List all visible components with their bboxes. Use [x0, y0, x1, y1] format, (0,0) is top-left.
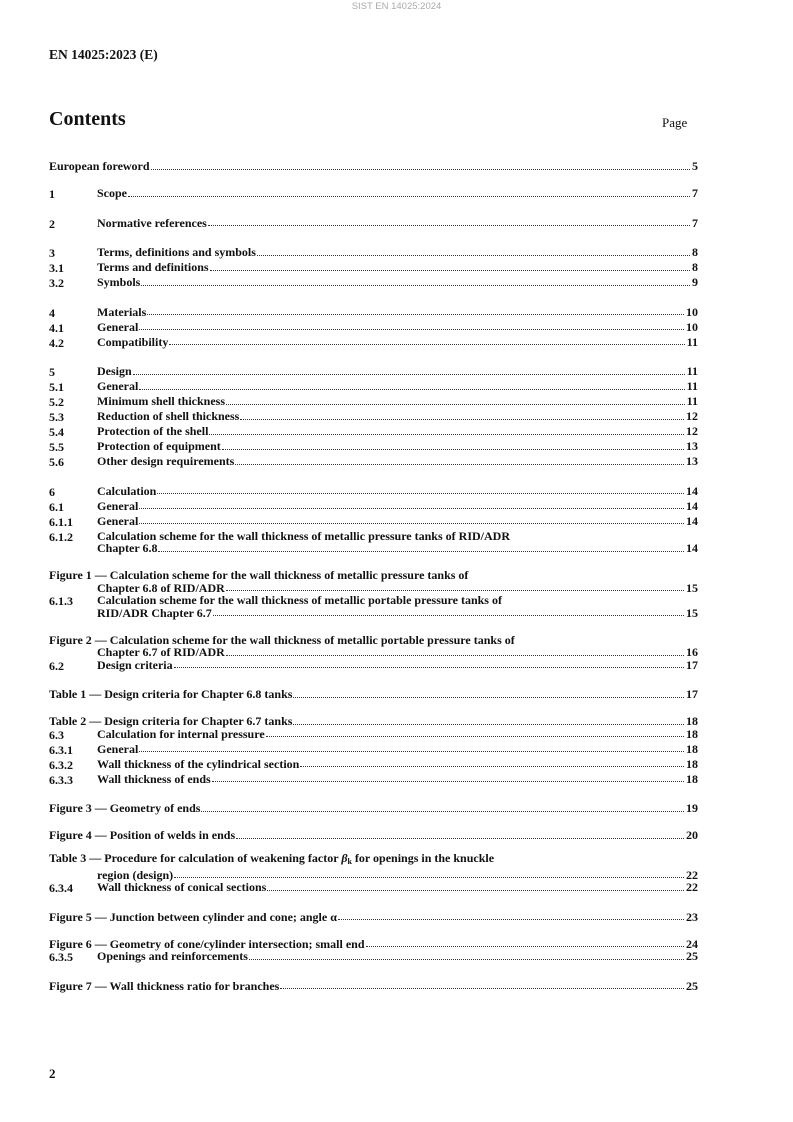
page-ref[interactable]: 14: [686, 513, 698, 528]
entry-line: [49, 980, 698, 993]
entry-title: Figure 5 — Junction between cylinder and cone; angle α: [49, 909, 337, 924]
entry-title: Other design requirements: [97, 454, 235, 468]
entry-body: [49, 829, 698, 842]
dot-leader: [139, 522, 684, 524]
toc-group: [49, 246, 698, 291]
entry-line: [97, 728, 698, 741]
page-ref[interactable]: 17: [686, 687, 698, 701]
document-id: EN 14025:2023 (E): [49, 47, 158, 62]
toc-group: [49, 217, 698, 232]
section-number: 4.1: [49, 320, 64, 335]
entry-title: RID/ADR Chapter 6.7: [97, 605, 212, 620]
entry-title: Calculation: [97, 483, 157, 498]
section-number: 1: [49, 187, 55, 201]
entry-line: [97, 261, 698, 274]
entry-title: Figure 3 — Geometry of ends: [49, 801, 201, 815]
dot-leader: [139, 507, 684, 509]
entry-title: Calculation for internal pressure: [97, 726, 265, 741]
toc-entry[interactable]: [49, 829, 698, 842]
section-number: 6.1.3: [49, 594, 73, 608]
entry-title: General: [97, 741, 139, 756]
toc-entry[interactable]: [49, 455, 698, 470]
entry-line: [97, 455, 698, 468]
toc-entry[interactable]: [49, 569, 698, 594]
toc-entry[interactable]: [49, 802, 698, 815]
toc-entry[interactable]: [49, 276, 698, 291]
page-ref[interactable]: 11: [686, 379, 698, 393]
entry-body: [49, 688, 698, 701]
entry-title: Protection of equipment: [97, 439, 221, 453]
entry-body: [97, 594, 698, 619]
entry-line: [97, 440, 698, 453]
dot-leader: [208, 224, 690, 226]
entry-body: [49, 911, 698, 924]
page-ref[interactable]: 24: [686, 936, 698, 951]
toc-entry[interactable]: [49, 500, 698, 515]
entry-line: [97, 758, 698, 771]
entry-body: [49, 851, 698, 882]
section-number: 4: [49, 305, 55, 320]
symbol-subscript: k: [347, 857, 352, 866]
page-ref[interactable]: 12: [686, 424, 698, 438]
entry-title: Normative references: [97, 215, 207, 230]
entry-line: [97, 306, 698, 319]
page-ref[interactable]: 12: [686, 409, 698, 423]
page-ref[interactable]: 13: [686, 454, 698, 468]
page-ref[interactable]: 25: [686, 978, 698, 993]
entry-line: [97, 500, 698, 513]
toc-entry[interactable]: [49, 743, 698, 758]
toc-entry[interactable]: [49, 715, 698, 728]
entry-line: [97, 410, 698, 423]
title-text: Table 3 — Procedure for calculation of weakening factor: [49, 851, 342, 865]
entry-title: Design: [97, 364, 132, 378]
page-ref[interactable]: 18: [686, 726, 698, 741]
entry-line: [97, 485, 698, 498]
section-number: 5.6: [49, 455, 64, 469]
dot-leader: [240, 418, 684, 420]
page-ref[interactable]: 5: [692, 159, 698, 173]
toc-entry[interactable]: [49, 773, 698, 788]
dot-leader: [158, 550, 684, 552]
page-ref[interactable]: 11: [686, 394, 698, 408]
toc-group: [49, 911, 698, 924]
entry-body: [97, 187, 698, 202]
dot-leader: [133, 373, 685, 375]
toc-entry[interactable]: [49, 425, 698, 440]
entry-line: [49, 715, 698, 728]
toc-entry[interactable]: [49, 881, 698, 896]
dot-leader: [139, 328, 684, 330]
toc-group: [49, 634, 698, 674]
page-ref[interactable]: 10: [686, 304, 698, 319]
page-column-label: Page: [662, 115, 688, 130]
toc-group: [49, 715, 698, 788]
page-ref[interactable]: 9: [692, 275, 698, 289]
entry-line: [97, 276, 698, 289]
toc-entry[interactable]: [49, 261, 698, 276]
entry-line: [49, 646, 698, 659]
dot-leader: [222, 448, 684, 450]
toc-group: [49, 938, 698, 966]
toc-group: [49, 829, 698, 842]
entry-line: [49, 829, 698, 842]
section-number: 3.2: [49, 276, 64, 290]
toc-entry[interactable]: [49, 365, 698, 380]
section-number: 6.3.5: [49, 950, 73, 964]
entry-body: [97, 410, 698, 425]
dot-leader: [139, 388, 684, 390]
entry-title: Figure 4 — Position of welds in ends: [49, 828, 236, 842]
entry-line: [97, 246, 698, 259]
toc-group: [49, 802, 698, 815]
entry-body: [97, 336, 698, 351]
toc-entry[interactable]: [49, 321, 698, 336]
toc-entry[interactable]: [49, 336, 698, 351]
toc-entry[interactable]: [49, 410, 698, 425]
toc-entry[interactable]: [49, 980, 698, 993]
page-ref[interactable]: 16: [686, 645, 698, 659]
entry-body: [97, 217, 698, 232]
toc-entry[interactable]: [49, 950, 698, 965]
toc-entry[interactable]: [49, 160, 698, 173]
page-ref[interactable]: 18: [686, 741, 698, 756]
section-number: 5.4: [49, 425, 64, 439]
entry-body: [97, 395, 698, 410]
page-ref[interactable]: 11: [686, 334, 698, 349]
dot-leader: [213, 614, 684, 616]
entry-title: Reduction of shell thickness: [97, 409, 240, 423]
entry-line: [49, 851, 698, 869]
entry-body: [97, 515, 698, 530]
toc-entry[interactable]: [49, 515, 698, 530]
dot-leader: [249, 958, 684, 960]
section-number: 6.1: [49, 499, 64, 514]
dot-leader: [169, 343, 684, 345]
entry-title: Calculation scheme for the wall thickness of metallic pressure tanks of RID/ADR: [97, 528, 510, 543]
page-ref[interactable]: 8: [692, 245, 698, 259]
entry-title: General: [97, 319, 139, 334]
entry-body: [97, 365, 698, 380]
entry-title: General: [97, 513, 139, 528]
entry-body: [97, 485, 698, 500]
entry-body: [97, 659, 698, 674]
entry-body: [97, 530, 698, 555]
section-number: 6.3.1: [49, 742, 73, 757]
toc-entry[interactable]: [49, 395, 698, 410]
entry-line: [97, 881, 698, 894]
entry-line: [49, 802, 698, 815]
dot-leader: [338, 918, 684, 920]
section-number: 6.2: [49, 658, 64, 673]
dot-leader: [226, 589, 684, 591]
toc-entry[interactable]: [49, 485, 698, 500]
entry-title: Scope: [97, 186, 127, 200]
toc-entry[interactable]: [49, 758, 698, 773]
entry-line: [49, 160, 698, 173]
entry-body: [97, 246, 698, 261]
dot-leader: [174, 666, 684, 668]
page-ref[interactable]: 11: [686, 364, 698, 378]
entry-line: [97, 515, 698, 528]
toc-entry[interactable]: [49, 659, 698, 674]
entry-body: [97, 306, 698, 321]
dot-leader: [226, 403, 685, 405]
entry-line: [97, 187, 698, 200]
page-ref[interactable]: 23: [686, 909, 698, 924]
entry-body: [97, 261, 698, 276]
dot-leader: [280, 987, 684, 989]
page-ref[interactable]: 7: [692, 186, 698, 200]
section-number: 6.3.2: [49, 757, 73, 772]
entry-line: [97, 395, 698, 408]
page-ref[interactable]: 8: [692, 260, 698, 274]
section-number: 6.1.1: [49, 514, 73, 529]
dot-leader: [209, 433, 684, 435]
entry-title: [49, 852, 494, 869]
entry-line: [97, 743, 698, 756]
entry-title: Chapter 6.8: [97, 541, 158, 555]
dot-leader: [293, 696, 684, 698]
section-number: 3: [49, 246, 55, 260]
dot-leader: [236, 837, 684, 839]
toc-entry[interactable]: [49, 187, 698, 202]
page-ref[interactable]: 15: [686, 580, 698, 595]
entry-body: [97, 425, 698, 440]
toc-entry[interactable]: [49, 217, 698, 232]
symbol-beta: β: [341, 851, 348, 865]
toc-entry[interactable]: [49, 246, 698, 261]
toc-group: [49, 688, 698, 701]
title-text: for openings in the knuckle: [351, 851, 495, 865]
entry-line: [97, 530, 698, 543]
toc-entry[interactable]: [49, 530, 698, 555]
entry-title: Wall thickness of the cylindrical section: [97, 756, 300, 771]
entry-body: [97, 321, 698, 336]
page-number: 2: [49, 1066, 56, 1081]
dot-leader: [210, 269, 690, 271]
entry-body: [49, 802, 698, 815]
entry-title: Design criteria: [97, 657, 173, 672]
entry-line: [97, 659, 698, 672]
section-number: 6.3.3: [49, 772, 73, 787]
page-ref[interactable]: 20: [686, 828, 698, 842]
table-of-contents: [49, 160, 698, 992]
page-ref[interactable]: 18: [686, 714, 698, 728]
toc-group: [49, 851, 698, 896]
entry-title: Figure 2 — Calculation scheme for the wall thickness of metallic portable pressure tanks of: [49, 632, 515, 647]
toc-group: [49, 365, 698, 470]
page-ref[interactable]: 10: [686, 319, 698, 334]
section-number: 6: [49, 484, 55, 499]
dot-leader: [293, 723, 684, 725]
entry-title: Protection of the shell: [97, 424, 209, 438]
entry-body: [97, 276, 698, 291]
entry-line: [97, 773, 698, 786]
dot-leader: [157, 492, 684, 494]
entry-title: General: [97, 498, 139, 513]
section-number: 5.1: [49, 380, 64, 394]
entry-body: [49, 980, 698, 993]
page-ref[interactable]: 14: [686, 498, 698, 513]
entry-line: [97, 321, 698, 334]
toc-group: [49, 569, 698, 619]
dot-leader: [141, 284, 690, 286]
entry-line: [97, 336, 698, 349]
entry-title: Calculation scheme for the wall thickness of metallic portable pressure tanks of: [97, 593, 502, 607]
entry-body: [97, 440, 698, 455]
dot-leader: [257, 254, 690, 256]
toc-group: [49, 485, 698, 555]
entry-title: Chapter 6.8 of RID/ADR: [97, 580, 225, 595]
toc-group: [49, 160, 698, 173]
entry-body: [97, 728, 698, 743]
toc-entry[interactable]: [49, 911, 698, 924]
entry-body: [97, 455, 698, 470]
entry-title: European foreword: [49, 159, 150, 173]
dot-leader: [201, 810, 684, 812]
contents-heading: Contents: [49, 108, 126, 130]
entry-line: [97, 217, 698, 230]
entry-body: [97, 380, 698, 395]
toc-entry[interactable]: [49, 594, 698, 619]
page-ref[interactable]: 14: [686, 541, 698, 555]
page-ref[interactable]: 25: [686, 949, 698, 963]
toc-entry[interactable]: [49, 380, 698, 395]
toc-entry[interactable]: [49, 728, 698, 743]
dot-leader: [267, 889, 684, 891]
toc-entry[interactable]: [49, 634, 698, 659]
entry-title: Chapter 6.7 of RID/ADR: [97, 645, 225, 659]
entry-body: [97, 950, 698, 965]
entry-body: [97, 773, 698, 788]
entry-title: Figure 7 — Wall thickness ratio for branches: [49, 978, 280, 993]
dot-leader: [300, 765, 684, 767]
section-number: 5.2: [49, 395, 64, 409]
section-number: 6.3.4: [49, 881, 73, 895]
entry-line: [97, 594, 698, 607]
dot-leader: [147, 313, 684, 315]
entry-body: [49, 634, 698, 659]
page-ref[interactable]: 19: [686, 801, 698, 815]
entry-title: Symbols: [97, 275, 141, 289]
entry-line: [97, 380, 698, 393]
entry-line: [49, 911, 698, 924]
entry-body: [97, 500, 698, 515]
toc-group: [49, 187, 698, 202]
entry-line: [97, 950, 698, 963]
page-ref[interactable]: 15: [686, 605, 698, 620]
entry-body: [97, 881, 698, 896]
toc-entry[interactable]: [49, 440, 698, 455]
entry-title: Terms and definitions: [97, 260, 209, 274]
dot-leader: [266, 735, 684, 737]
entry-title: region (design): [97, 867, 174, 882]
entry-title: General: [97, 379, 139, 393]
dot-leader: [174, 876, 684, 878]
watermark: SIST EN 14025:2024: [351, 1, 442, 12]
toc-entry[interactable]: [49, 306, 698, 321]
entry-title: Materials: [97, 304, 147, 319]
entry-title: Figure 6 — Geometry of cone/cylinder intersection; small end: [49, 936, 365, 951]
entry-line: [97, 365, 698, 378]
dot-leader: [366, 945, 685, 947]
entry-body: [49, 715, 698, 728]
entry-line: [97, 607, 698, 620]
page-ref[interactable]: 18: [686, 771, 698, 786]
dot-leader: [151, 168, 690, 170]
entry-line: [97, 542, 698, 555]
dot-leader: [226, 654, 684, 656]
toc-entry[interactable]: [49, 688, 698, 701]
page-ref[interactable]: 14: [686, 483, 698, 498]
section-number: 5.5: [49, 440, 64, 454]
page-ref[interactable]: 17: [686, 657, 698, 672]
dot-leader: [212, 780, 684, 782]
entry-line: [97, 425, 698, 438]
section-number: 4.2: [49, 335, 64, 350]
toc-group: [49, 980, 698, 993]
page-ref[interactable]: 18: [686, 756, 698, 771]
entry-title: Compatibility: [97, 334, 169, 349]
entry-title: Terms, definitions and symbols: [97, 245, 256, 259]
entry-body: [49, 569, 698, 594]
page-ref[interactable]: 22: [686, 880, 698, 894]
dot-leader: [128, 195, 690, 197]
section-number: 6.1.2: [49, 529, 73, 544]
entry-title: Openings and reinforcements: [97, 949, 248, 963]
entry-body: [97, 743, 698, 758]
page-ref[interactable]: 7: [692, 215, 698, 230]
section-number: 6.3: [49, 727, 64, 742]
section-number: 5.3: [49, 410, 64, 424]
page-ref[interactable]: 13: [686, 439, 698, 453]
section-number: 5: [49, 365, 55, 379]
section-number: 2: [49, 216, 55, 231]
section-number: 3.1: [49, 261, 64, 275]
page-ref[interactable]: 22: [686, 867, 698, 882]
entry-line: [49, 688, 698, 701]
entry-line: [49, 569, 698, 582]
toc-entry[interactable]: [49, 851, 698, 882]
toc-group: [49, 306, 698, 351]
entry-title: Wall thickness of conical sections: [97, 880, 267, 894]
entry-body: [49, 160, 698, 173]
entry-title: Minimum shell thickness: [97, 394, 226, 408]
entry-title: Table 2 — Design criteria for Chapter 6.7 tanks: [49, 714, 293, 728]
dot-leader: [235, 463, 684, 465]
entry-body: [97, 758, 698, 773]
entry-title: Wall thickness of ends: [97, 771, 211, 786]
entry-title: Table 1 — Design criteria for Chapter 6.8 tanks: [49, 687, 293, 701]
dot-leader: [139, 750, 684, 752]
entry-title: Figure 1 — Calculation scheme for the wall thickness of metallic pressure tanks of: [49, 568, 469, 582]
